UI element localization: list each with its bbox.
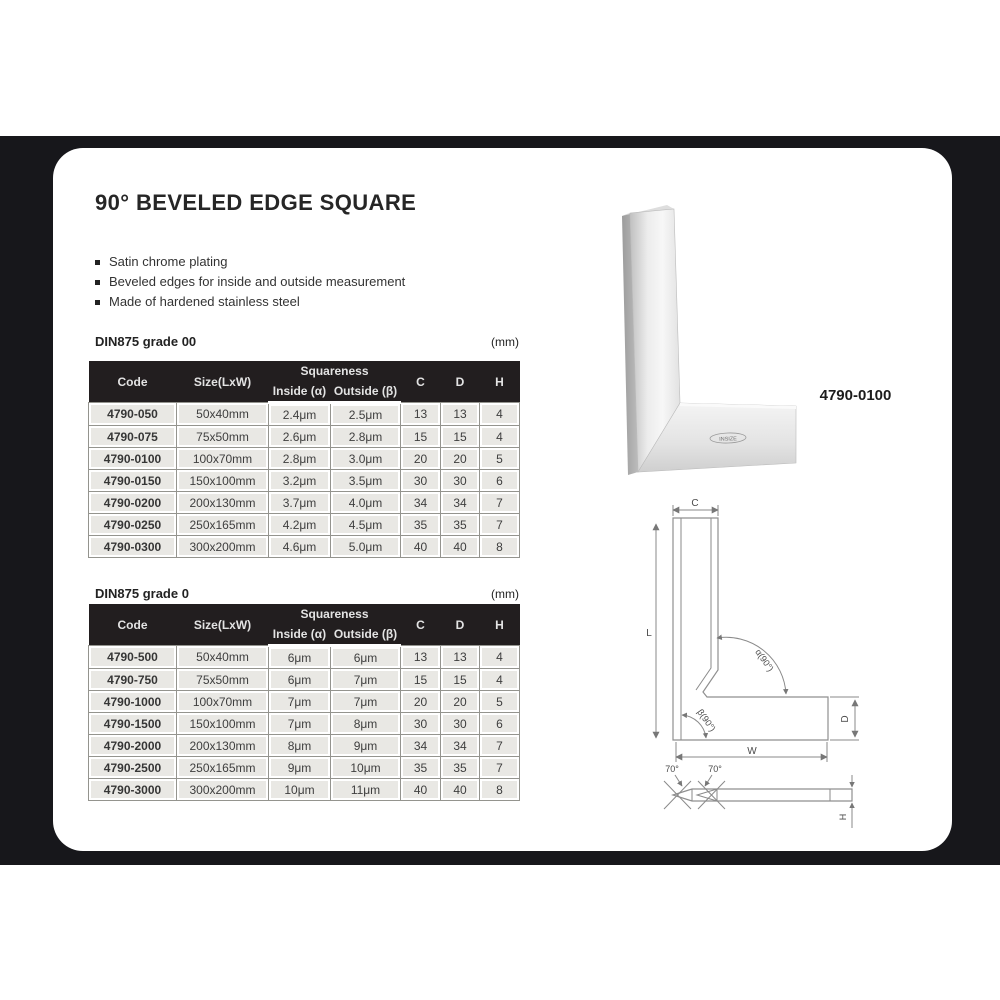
table-cell: 4.6μm [269,536,331,558]
table1-header [89,361,520,403]
table-cell: 35 [441,514,480,536]
table-cell: 34 [441,492,480,514]
table-cell: 15 [441,669,480,691]
cell-code: 4790-750 [89,669,177,691]
header-size: Size(LxW) [177,604,269,646]
product-photo [610,190,910,490]
table-row [89,757,520,779]
dim-label-h: H [838,813,848,821]
cell-code: 4790-0200 [89,492,177,514]
page-title: 90° BEVELED EDGE SQUARE [95,190,417,215]
table-cell: 35 [441,757,480,779]
table-cell: 5 [480,448,520,470]
header-c: C [401,604,441,646]
dim-label-l: L [646,628,652,639]
table-cell: 20 [401,448,441,470]
table-cell: 2.8μm [269,448,331,470]
header-outside: Outside (β) [331,381,401,403]
table-cell: 3.7μm [269,492,331,514]
table-row [89,448,520,470]
feature-text: Satin chrome plating [109,254,228,269]
table1-unit: (mm) [491,335,519,349]
table-cell: 13 [401,646,441,669]
cell-code: 4790-0150 [89,470,177,492]
table-cell: 7μm [331,691,401,713]
table-cell: 7 [480,757,520,779]
table-row [89,470,520,492]
table-row [89,646,520,669]
table-cell: 7μm [269,691,331,713]
bevel-label-left: 70° [665,764,679,774]
angle-label-alpha: α(90°) [753,647,776,674]
table-cell: 4 [480,426,520,448]
table-cell: 7 [480,514,520,536]
feature-item [95,272,405,292]
table-row [89,492,520,514]
table-cell: 250x165mm [177,514,269,536]
cell-code: 4790-0300 [89,536,177,558]
header-size: Size(LxW) [177,361,269,403]
angle-label-beta: β(90°) [695,707,718,734]
table-row [89,735,520,757]
table-cell: 30 [441,713,480,735]
table-cell: 4.0μm [331,492,401,514]
table-row [89,691,520,713]
table-cell: 100x70mm [177,448,269,470]
table-cell: 8μm [331,713,401,735]
table-cell: 10μm [331,757,401,779]
angle-alpha-arc [717,637,786,694]
cell-code: 4790-1000 [89,691,177,713]
table-cell: 9μm [269,757,331,779]
table-cell: 40 [441,779,480,801]
table-cell: 6μm [269,669,331,691]
bevel-leader-left [675,775,682,786]
table-cell: 8 [480,779,520,801]
table-cell: 8μm [269,735,331,757]
table-cell: 2.4μm [269,403,331,426]
bullet-square-icon [95,260,100,265]
table-cell: 50x40mm [177,646,269,669]
feature-text: Beveled edges for inside and outside measurement [109,274,406,289]
table-cell: 35 [401,514,441,536]
table-cell: 35 [401,757,441,779]
table-cell: 4 [480,669,520,691]
header-h: H [480,361,520,403]
feature-text: Made of hardened stainless steel [109,294,300,309]
spec-table-grade00 [88,361,520,558]
table-cell: 10μm [269,779,331,801]
table-cell: 6 [480,470,520,492]
cross-section-bar [673,789,852,801]
table-cell: 9μm [331,735,401,757]
spec-table-grade0 [88,604,520,801]
table-cell: 300x200mm [177,536,269,558]
table-cell: 3.2μm [269,470,331,492]
table-cell: 6μm [269,646,331,669]
table-cell: 4 [480,646,520,669]
table2-unit: (mm) [491,587,519,601]
table-cell: 15 [441,426,480,448]
bullet-square-icon [95,280,100,285]
header-squareness: Squareness [269,604,401,624]
table2-caption-row [88,586,519,601]
cell-code: 4790-0100 [89,448,177,470]
table-cell: 34 [401,735,441,757]
table-cell: 6 [480,713,520,735]
table-cell: 7 [480,735,520,757]
table-cell: 4.2μm [269,514,331,536]
bevel-leader-right [705,775,712,786]
table-cell: 50x40mm [177,403,269,426]
header-d: D [441,361,480,403]
cell-code: 4790-3000 [89,779,177,801]
cell-code: 4790-2500 [89,757,177,779]
table2-header [89,604,520,646]
table-cell: 40 [401,779,441,801]
header-c: C [401,361,441,403]
table-row [89,779,520,801]
table-cell: 15 [401,426,441,448]
table-cell: 34 [441,735,480,757]
table-row [89,403,520,426]
cell-code: 4790-0250 [89,514,177,536]
header-code: Code [89,361,177,403]
table-cell: 11μm [331,779,401,801]
table2-caption: DIN875 grade 0 [95,586,189,601]
table-cell: 3.0μm [331,448,401,470]
dim-label-d: D [840,715,851,723]
header-squareness: Squareness [269,361,401,381]
diagram-square-outline [673,518,828,740]
brand-stamp-text: INSIZE [719,436,738,443]
table-cell: 6μm [331,646,401,669]
header-h: H [480,604,520,646]
header-d: D [441,604,480,646]
cell-code: 4790-050 [89,403,177,426]
table-cell: 200x130mm [177,492,269,514]
table-row [89,426,520,448]
header-inside: Inside (α) [269,381,331,403]
table-cell: 300x200mm [177,779,269,801]
table-cell: 200x130mm [177,735,269,757]
dim-label-c: C [691,498,699,509]
table-row [89,669,520,691]
table-cell: 13 [441,646,480,669]
header-code: Code [89,604,177,646]
table-cell: 7μm [269,713,331,735]
feature-list [95,252,405,312]
table-cell: 20 [441,448,480,470]
technical-diagram [620,480,920,840]
table-cell: 30 [401,470,441,492]
table-cell: 3.5μm [331,470,401,492]
cell-code: 4790-075 [89,426,177,448]
table-cell: 30 [401,713,441,735]
datasheet-card [53,148,952,851]
table-cell: 5 [480,691,520,713]
table-cell: 40 [441,536,480,558]
table-cell: 2.8μm [331,426,401,448]
feature-item [95,292,405,312]
cell-code: 4790-2000 [89,735,177,757]
dim-label-w: W [747,746,757,757]
table-cell: 13 [401,403,441,426]
table-cell: 100x70mm [177,691,269,713]
table-cell: 7 [480,492,520,514]
cell-code: 4790-1500 [89,713,177,735]
table1-caption: DIN875 grade 00 [95,334,197,349]
table-cell: 75x50mm [177,669,269,691]
table-cell: 15 [401,669,441,691]
table-cell: 20 [401,691,441,713]
table-cell: 20 [441,691,480,713]
header-outside: Outside (β) [331,624,401,646]
product-code-label: 4790-0100 [819,387,892,404]
header-inside: Inside (α) [269,624,331,646]
table-cell: 30 [441,470,480,492]
table-cell: 40 [401,536,441,558]
cell-code: 4790-500 [89,646,177,669]
table1-body [89,403,520,558]
table-cell: 2.6μm [269,426,331,448]
table-cell: 5.0μm [331,536,401,558]
bevel-label-right: 70° [708,764,722,774]
table-row [89,713,520,735]
table-cell: 34 [401,492,441,514]
table-cell: 75x50mm [177,426,269,448]
table-cell: 150x100mm [177,470,269,492]
table-row [89,536,520,558]
table-cell: 13 [441,403,480,426]
table-cell: 8 [480,536,520,558]
table2-body [89,646,520,801]
feature-item [95,252,405,272]
table1-caption-row [88,334,519,349]
table-cell: 2.5μm [331,403,401,426]
table-row [89,514,520,536]
bullet-square-icon [95,300,100,305]
table-cell: 150x100mm [177,713,269,735]
table-cell: 250x165mm [177,757,269,779]
table-cell: 7μm [331,669,401,691]
table-cell: 4 [480,403,520,426]
table-cell: 4.5μm [331,514,401,536]
